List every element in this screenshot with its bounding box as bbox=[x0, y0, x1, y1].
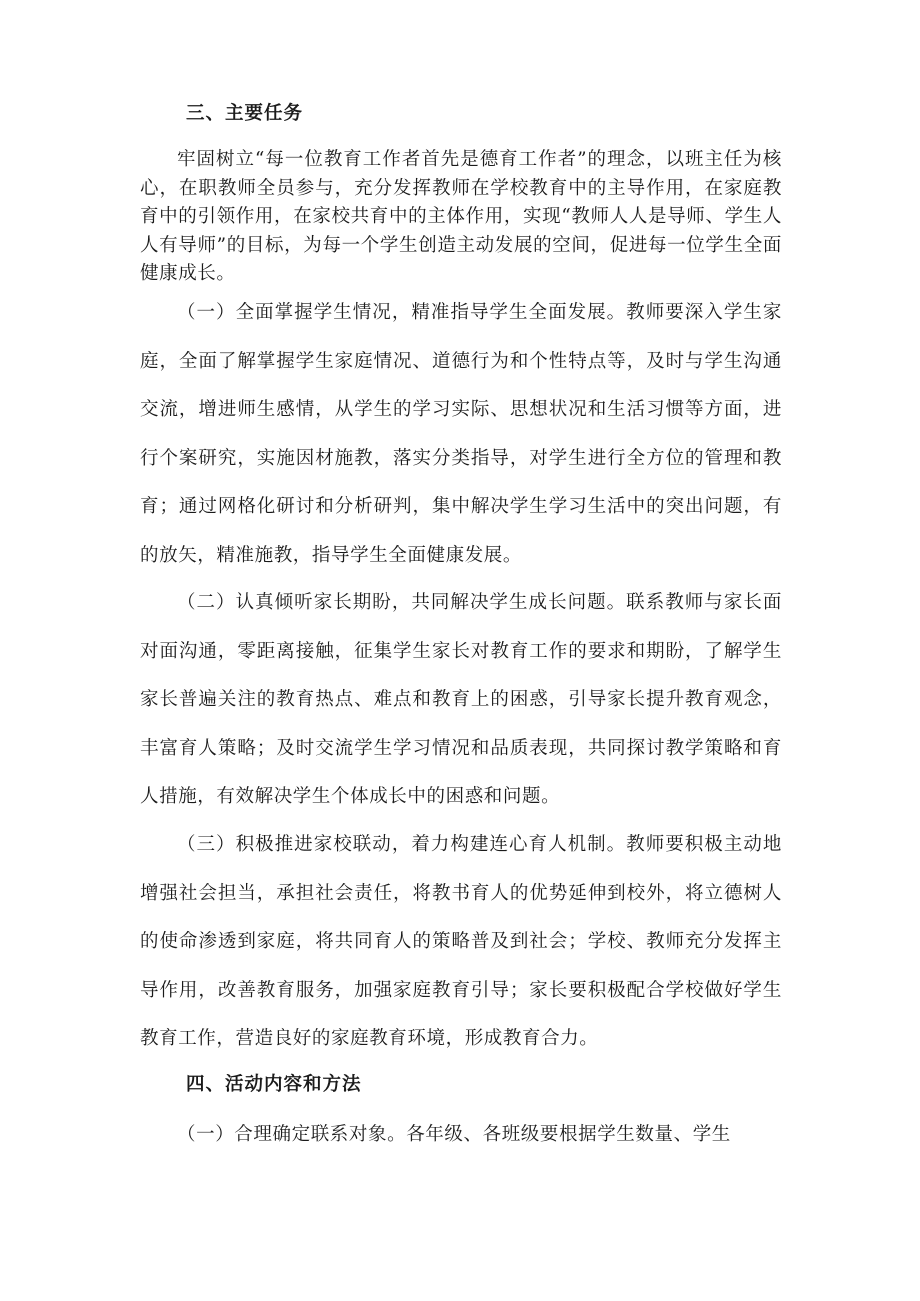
task-paragraph-2: （二）认真倾听家长期盼，共同解决学生成长问题。联系教师与家长面对面沟通，零距离接触，征集学生家长对教育工作的要求和期盼，了解学生家长普遍关注的教育热点、难点和教育上的困惑，引导家长提升教育观念，丰富育人策略；及时交流学生学习情况和品质表现，共同探讨教学策略和育人措施，有效解决学生个体成长中的困惑和问题。 bbox=[140, 592, 782, 807]
intro-paragraph: 牢固树立“每一位教育工作者首先是德育工作者”的理念，以班主任为核心，在职教师全员参与，充分发挥教师在学校教育中的主导作用，在家庭教育中的引领作用，在家校共育中的主体作用，实现“教师人人是导师、学生人人有导师”的目标，为每一个学生创造主动发展的空间，促进每一位学生全面健康成长。 bbox=[140, 149, 782, 284]
task-paragraph-1: （一）全面掌握学生情况，精准指导学生全面发展。教师要深入学生家庭，全面了解掌握学生家庭情况、道德行为和个性特点等，及时与学生沟通交流，增进师生感情，从学生的学习实际、思想状况和生活习惯等方面，进行个案研究，实施因材施教，落实分类指导，对学生进行全方位的管理和教育；通过网格化研讨和分析研判，集中解决学生学习生活中的突出问题，有的放矢，精准施教，指导学生全面健康发展。 bbox=[140, 302, 782, 566]
section-heading-activities: 四、活动内容和方法 bbox=[186, 1074, 362, 1095]
task-paragraph-3: （三）积极推进家校联动，着力构建连心育人机制。教师要积极主动地增强社会担当，承担社会责任，将教书育人的优势延伸到校外，将立德树人的使命渗透到家庭，将共同育人的策略普及到社会；学校、教师充分发挥主导作用，改善教育服务，加强家庭教育引导；家长要积极配合学校做好学生教育工作，营造良好的家庭教育环境，形成教育合力。 bbox=[140, 834, 782, 1049]
section-heading-main-tasks: 三、主要任务 bbox=[186, 103, 304, 124]
activity-paragraph-1: （一）合理确定联系对象。各年级、各班级要根据学生数量、学生 bbox=[177, 1124, 731, 1145]
